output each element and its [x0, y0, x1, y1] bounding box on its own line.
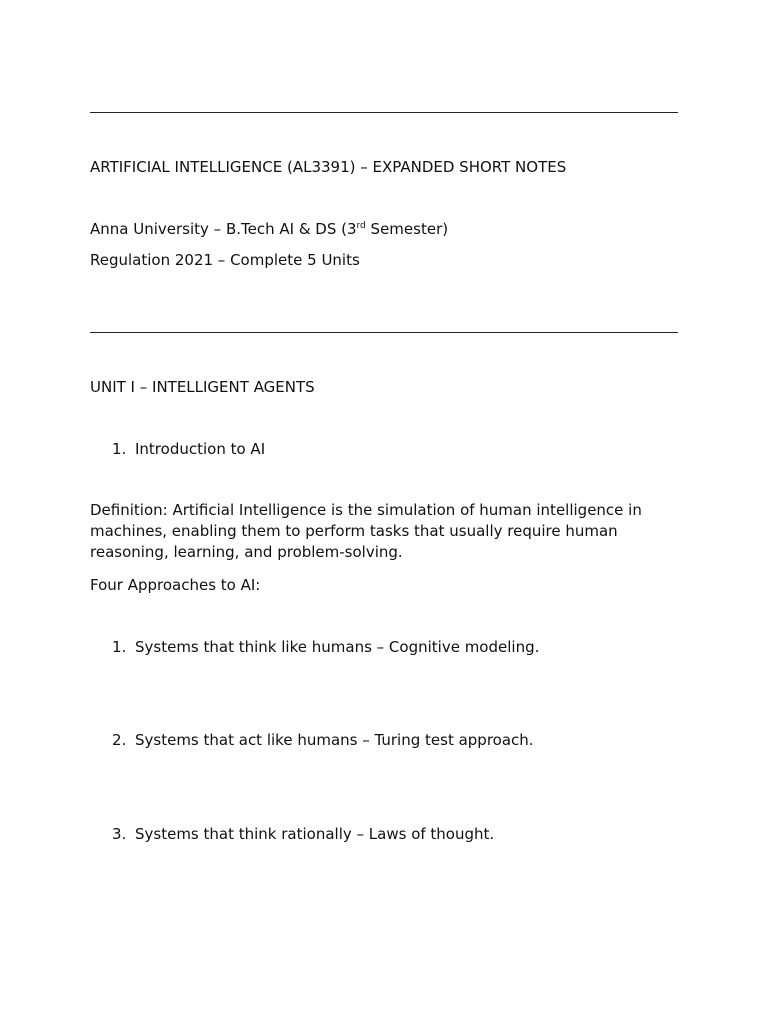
- unit-heading: UNIT I – INTELLIGENT AGENTS: [90, 378, 315, 396]
- university-subtitle: [90, 219, 448, 239]
- list-item-text: Systems that think like humans – Cognitive modeling.: [135, 638, 540, 656]
- list-item: [112, 637, 539, 657]
- list-item-number: 2.: [112, 731, 127, 749]
- document-title: ARTIFICIAL INTELLIGENCE (AL3391) – EXPANDED SHORT NOTES: [90, 158, 567, 176]
- list-item-number: 3.: [112, 825, 127, 843]
- list-item-number: 1.: [112, 638, 127, 656]
- definition-paragraph: Definition: Artificial Intelligence is the simulation of human intelligence in machines, enabling them to perform tasks that usually require human reasoning, learning, and problem-solving.: [90, 501, 642, 561]
- subtitle-prefix: Anna University – B.Tech AI & DS (3: [90, 220, 357, 238]
- subtitle-suffix: Semester): [365, 220, 449, 238]
- list-item: [112, 730, 534, 750]
- section-title: Introduction to AI: [135, 440, 266, 458]
- top-divider: [90, 112, 678, 113]
- approaches-label: Four Approaches to AI:: [90, 576, 261, 594]
- regulation-line: Regulation 2021 – Complete 5 Units: [90, 251, 360, 269]
- list-item: [112, 824, 494, 844]
- section-number: 1.: [112, 440, 127, 458]
- section-divider: [90, 332, 678, 333]
- subtitle-superscript: rd: [356, 221, 366, 231]
- section-heading: [112, 439, 265, 459]
- list-item-text: Systems that act like humans – Turing test approach.: [135, 731, 534, 749]
- list-item-text: Systems that think rationally – Laws of thought.: [135, 825, 495, 843]
